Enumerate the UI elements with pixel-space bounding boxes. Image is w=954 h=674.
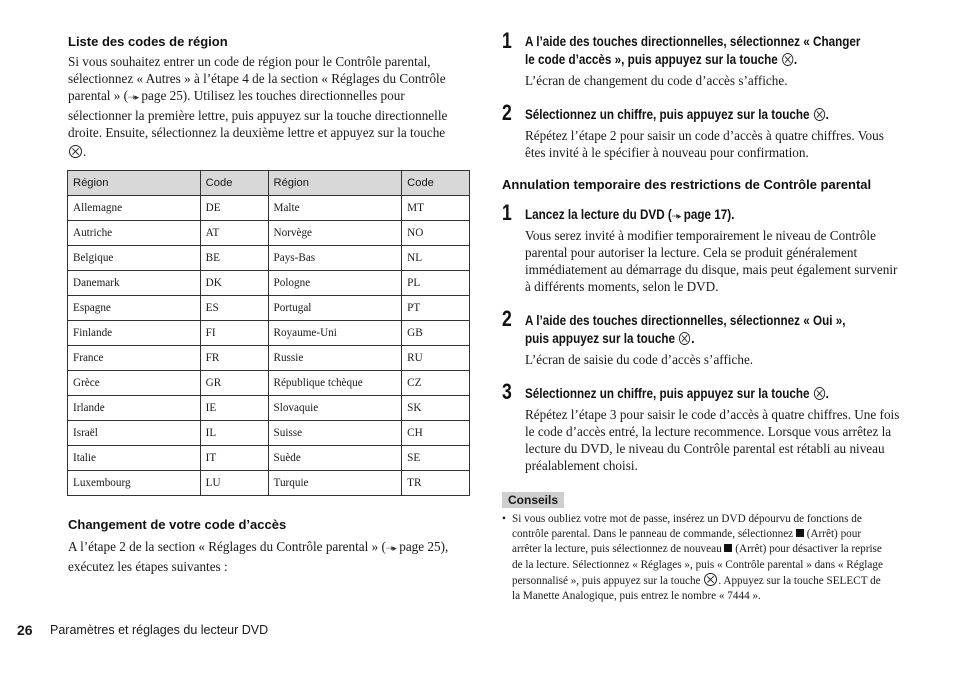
table-row — [68, 271, 470, 296]
region-cell: Russie — [268, 346, 402, 371]
region-cell: Espagne — [68, 296, 201, 321]
column-header: Région — [68, 171, 201, 196]
stop-square-icon — [796, 529, 804, 537]
code-cell: DE — [200, 196, 268, 221]
table-header-row — [68, 171, 470, 196]
code-cell: SK — [402, 396, 470, 421]
step-title: Sélectionnez un chiffre, puis appuyez sur la touche . — [525, 107, 829, 122]
tips-bullet: • — [502, 513, 506, 525]
step-body: Répétez l’étape 3 pour saisir le code d’accès à quatre chiffres. Une fois le code d’accès entré, la lecture recommence. Lorsque vous arrêtez la lecture du DVD, le niveau du Contrôle parental est rétabli au niveau préalablement choisi. — [525, 407, 900, 473]
page-ref-arrow-icon: ⇢▸ — [671, 212, 681, 222]
code-cell: DK — [200, 271, 268, 296]
step-title: A l’aide des touches directionnelles, sélectionnez « Changer le code d’accès », puis appuyez sur la touche . — [525, 34, 861, 67]
table-row — [68, 221, 470, 246]
region-cell: Portugal — [268, 296, 402, 321]
code-cell: RU — [402, 346, 470, 371]
region-cell: Royaume-Uni — [268, 321, 402, 346]
table-row — [68, 346, 470, 371]
region-cell: Israël — [68, 421, 201, 446]
region-code-table — [67, 170, 470, 496]
footer-title: Paramètres et réglages du lecteur DVD — [50, 623, 269, 637]
step-body: Vous serez invité à modifier temporairement le niveau de Contrôle parental pour autoriser la lecture. Cela se produit généralement immédiatement au démarrage du disque, mais peut également survenir à différents moments, selon le DVD. — [525, 228, 898, 294]
region-cell: Luxembourg — [68, 471, 201, 496]
code-cell: GR — [200, 371, 268, 396]
tips-label: Conseils — [502, 492, 564, 508]
region-list-heading: Liste des codes de région — [68, 34, 228, 49]
code-cell: IE — [200, 396, 268, 421]
region-list-paragraph — [68, 53, 478, 160]
tips-paragraph: • Si vous oubliez votre mot de passe, insérez un DVD dépourvu de fonctions de contrôle parental. Dans le panneau de commande, sélectionnez (Arrêt) pour arrêter la lecture, puis sélectionnez de nouveau (Arrêt) pour désactiver la reprise de la lecture. Sélectionnez « Réglages », puis « Contrôle parental » dans « Réglage personnalisé », puis appuyez sur la touche . Appuyez sur la touche SELECT de la Manette Analogique, puis entrez le nombre « 7444 ». — [502, 513, 883, 603]
table-row — [68, 246, 470, 271]
table-row — [68, 196, 470, 221]
region-cell: Autriche — [68, 221, 201, 246]
code-cell: PL — [402, 271, 470, 296]
region-cell: Suède — [268, 446, 402, 471]
region-cell: Suisse — [268, 421, 402, 446]
code-cell: PT — [402, 296, 470, 321]
code-cell: BE — [200, 246, 268, 271]
table-row — [68, 371, 470, 396]
region-list-line: Si vous souhaitez entrer un code de région pour le Contrôle parental, — [68, 54, 431, 69]
change-code-line: A l’étape 2 de la section « Réglages du Contrôle parental » (⇢▸ page 25), — [68, 539, 449, 554]
step-title: Lancez la lecture du DVD (⇢▸ page 17). — [525, 207, 735, 222]
table-row — [68, 446, 470, 471]
column-header: Code — [402, 171, 470, 196]
region-cell: Malte — [268, 196, 402, 221]
step-body: L’écran de saisie du code d’accès s’affiche. — [525, 352, 754, 367]
code-cell: LU — [200, 471, 268, 496]
code-cell: TR — [402, 471, 470, 496]
code-cell: NO — [402, 221, 470, 246]
code-cell: CZ — [402, 371, 470, 396]
region-list-line: parental » (⇢▸ page 25). Utilisez les touches directionnelles pour — [68, 88, 405, 103]
step-body: Répétez l’étape 2 pour saisir un code d’accès à quatre chiffres. Vous êtes invité à le spécifier à nouveau pour confirmation. — [525, 128, 884, 160]
region-cell: Turquie — [268, 471, 402, 496]
code-cell: ES — [200, 296, 268, 321]
code-cell: SE — [402, 446, 470, 471]
table-row — [68, 471, 470, 496]
code-cell: AT — [200, 221, 268, 246]
region-cell: République tchèque — [268, 371, 402, 396]
step-number: 3 — [502, 379, 512, 404]
region-cell: Allemagne — [68, 196, 201, 221]
code-cell: CH — [402, 421, 470, 446]
cross-button-icon — [814, 387, 825, 400]
region-cell: Pologne — [268, 271, 402, 296]
step-number: 1 — [502, 28, 512, 53]
region-list-line: . — [68, 143, 478, 160]
step-number: 2 — [502, 100, 512, 125]
step-number: 1 — [502, 200, 512, 225]
table-row — [68, 421, 470, 446]
code-cell: IT — [200, 446, 268, 471]
code-cell: FI — [200, 321, 268, 346]
table-row — [68, 321, 470, 346]
column-header: Région — [268, 171, 402, 196]
cross-button-icon — [69, 145, 82, 158]
region-cell: Slovaquie — [268, 396, 402, 421]
table-row — [68, 396, 470, 421]
code-cell: NL — [402, 246, 470, 271]
region-list-line: sélectionner la première lettre, puis appuyez sur la touche directionnelle — [68, 108, 448, 123]
region-cell: France — [68, 346, 201, 371]
step-title: Sélectionnez un chiffre, puis appuyez sur la touche . — [525, 386, 829, 401]
region-cell: Danemark — [68, 271, 201, 296]
page-ref-link[interactable]: page 25). Utilisez les touches directionnelles pour — [141, 88, 405, 103]
region-cell: Finlande — [68, 321, 201, 346]
cross-button-icon — [679, 332, 690, 345]
table-row — [68, 296, 470, 321]
cancel-restrictions-heading: Annulation temporaire des restrictions de Contrôle parental — [502, 177, 872, 192]
region-cell: Irlande — [68, 396, 201, 421]
stop-square-icon — [724, 544, 732, 552]
cross-button-icon — [814, 108, 825, 121]
region-list-line: droite. Ensuite, sélectionnez la deuxième lettre et appuyez sur la touche — [68, 125, 446, 140]
region-list-line: sélectionnez « Autres » à l’étape 4 de la section « Réglages du Contrôle — [68, 71, 446, 86]
region-cell: Belgique — [68, 246, 201, 271]
step-body: L’écran de changement du code d’accès s’affiche. — [525, 73, 788, 88]
change-code-paragraph — [68, 538, 478, 575]
region-cell: Norvège — [268, 221, 402, 246]
code-cell: FR — [200, 346, 268, 371]
change-code-line: exécutez les étapes suivantes : — [68, 559, 228, 574]
page-ref-arrow-icon: ⇢▸ — [385, 544, 396, 554]
cross-button-icon — [782, 53, 793, 66]
change-code-heading: Changement de votre code d’accès — [68, 517, 287, 532]
code-cell: IL — [200, 421, 268, 446]
cross-button-icon — [704, 573, 717, 586]
region-cell: Italie — [68, 446, 201, 471]
page-ref-link[interactable]: page 17). — [683, 207, 735, 222]
page-ref-link[interactable]: page 25), — [399, 539, 449, 554]
step-number: 2 — [502, 306, 512, 331]
code-cell: GB — [402, 321, 470, 346]
page-ref-arrow-icon: ⇢▸ — [128, 93, 139, 103]
step-title: A l’aide des touches directionnelles, sélectionnez « Oui », puis appuyez sur la touche . — [525, 313, 846, 346]
region-cell: Grèce — [68, 371, 201, 396]
page-number: 26 — [17, 622, 33, 638]
column-header: Code — [200, 171, 268, 196]
region-cell: Pays-Bas — [268, 246, 402, 271]
code-cell: MT — [402, 196, 470, 221]
